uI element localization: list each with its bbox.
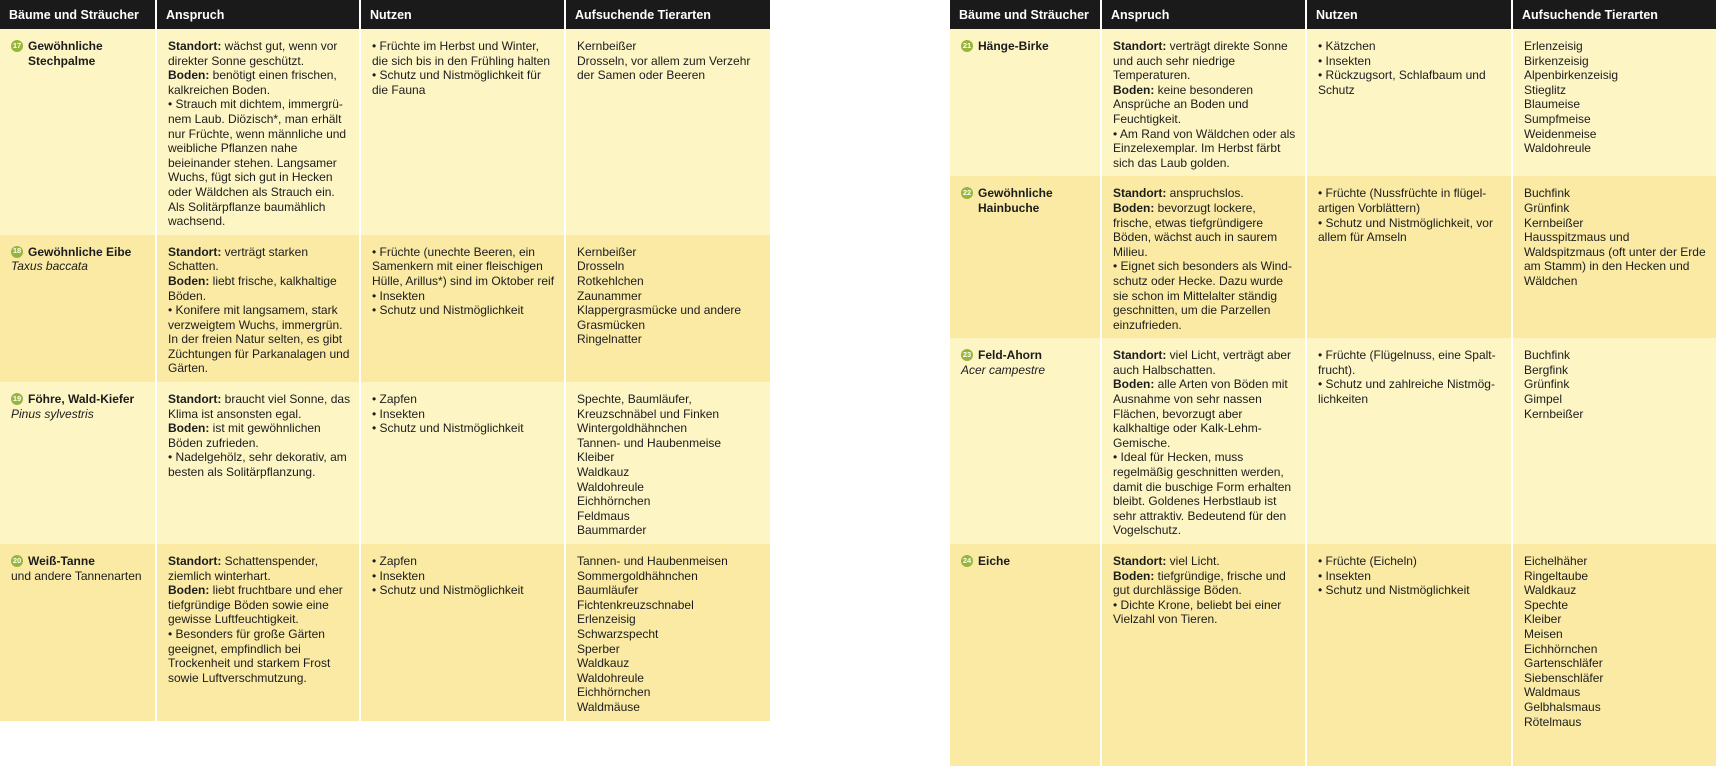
standort-value: Schattenspender, ziemlich winterhart. xyxy=(168,554,319,583)
claim-cell xyxy=(1101,544,1306,766)
animals-cell xyxy=(565,382,770,544)
standort-label: Standort: xyxy=(1113,554,1167,568)
standort-text xyxy=(168,245,351,274)
claim-cell xyxy=(1101,338,1306,544)
use-item: • Rückzugsort, Schlafbaum und Schutz xyxy=(1318,68,1486,97)
claim-cell xyxy=(1101,29,1306,176)
animal-item: Spechte, Baumläufer, Kreuzschnäbel und Finken xyxy=(577,392,720,421)
animal-item: Erlenzeisig xyxy=(1524,39,1583,53)
header-animals: Aufsuchende Tierarten xyxy=(1512,0,1716,29)
table-header-row xyxy=(0,0,770,29)
animal-item: Stieglitz xyxy=(1524,82,1567,97)
plant-cell xyxy=(0,544,156,721)
boden-label: Boden: xyxy=(1113,200,1155,215)
use-item: • Früchte (Flügelnuss, eine Spaltfrucht). xyxy=(1318,348,1496,377)
animal-item: Ringelnatter xyxy=(577,332,642,347)
header-animals: Aufsuchende Tierarten xyxy=(565,0,770,29)
table-row xyxy=(950,176,1716,338)
boden-text xyxy=(168,421,351,450)
header-plant: Bäume und Sträucher xyxy=(0,0,156,29)
animals-cell xyxy=(565,235,770,382)
standort-value: verträgt starken Schatten. xyxy=(168,244,309,274)
plant-number-badge: 17 xyxy=(11,40,23,52)
use-item: • Insekten xyxy=(1318,568,1371,583)
animal-item: Zaunammer xyxy=(577,288,642,303)
table-row xyxy=(950,29,1716,176)
animal-item: Kernbeißer xyxy=(577,39,637,53)
use-item: • Insekten xyxy=(372,288,425,303)
standort-text xyxy=(168,39,351,68)
animal-item: Waldohreule xyxy=(577,479,644,494)
boden-value: tiefgründige, frische und gut durchlässige Böden. xyxy=(1113,568,1286,598)
standort-value: verträgt direkte Sonne und auch sehr niedrige Temperaturen. xyxy=(1113,39,1288,83)
use-item: • Zapfen xyxy=(372,554,417,568)
standort-label: Standort: xyxy=(1113,39,1167,53)
claim-note: • Am Rand von Wäldchen oder als Einzelexemplar. Im Herbst färbt sich das Laub golden. xyxy=(1113,126,1296,170)
plant-name: Eiche xyxy=(978,554,1011,568)
table-header-row xyxy=(950,0,1716,29)
animal-item: Gartenschläfer xyxy=(1524,656,1603,671)
boden-text xyxy=(1113,569,1297,598)
animal-item: Kernbeißer xyxy=(1524,215,1584,230)
boden-label: Boden: xyxy=(1113,377,1155,392)
standort-label: Standort: xyxy=(168,39,222,53)
claim-note: • Nadelgehölz, sehr dekorativ, am besten als Solitärpflanzung. xyxy=(168,450,347,480)
table-row xyxy=(0,29,770,235)
table-row xyxy=(950,338,1716,544)
standort-label: Standort: xyxy=(168,554,222,568)
plant-number-badge: 18 xyxy=(11,246,23,258)
animal-item: Schwarzspecht xyxy=(577,626,659,641)
animal-item: Ringeltaube xyxy=(1524,568,1589,583)
use-cell xyxy=(1306,544,1512,766)
plant-number-badge: 19 xyxy=(11,393,23,405)
animal-item: Kleiber xyxy=(1524,612,1562,627)
plant-name: Föhre, Wald-Kiefer xyxy=(28,392,135,407)
plant-name: Feld-Ahorn xyxy=(978,348,1042,363)
use-item: • Insekten xyxy=(1318,53,1371,68)
animal-item: Blaumeise xyxy=(1524,97,1581,112)
header-use: Nutzen xyxy=(360,0,565,29)
boden-value: ist mit gewöhnlichen Böden zufrieden. xyxy=(168,421,321,450)
animal-item: Siebenschläfer xyxy=(1524,670,1604,685)
use-item: • Schutz und Nistmöglichkeit xyxy=(372,583,524,598)
claim-note: • Ideal für Hecken, muss regelmäßig geschnitten werden, damit die buschige Form erhalten bleibt. Goldenes Herbstlaub ist sehr attraktiv. Bedeutend für den Vogelschutz. xyxy=(1113,450,1292,538)
use-item: • Früchte (Eicheln) xyxy=(1318,554,1417,568)
animal-item: Eichhörnchen xyxy=(577,494,651,509)
plant-name: Hänge-Birke xyxy=(978,39,1049,53)
header-claim: Anspruch xyxy=(1101,0,1306,29)
animal-item: Waldmäuse xyxy=(577,699,640,714)
claim-note: • Dichte Krone, beliebt bei einer Vielzahl von Tieren. xyxy=(1113,597,1282,627)
claim-cell xyxy=(156,544,360,721)
use-item: • Zapfen xyxy=(372,392,417,407)
right-table-panel xyxy=(950,0,1716,729)
standort-label: Standort: xyxy=(168,244,222,259)
animal-item: Grünfink xyxy=(1524,377,1570,392)
plant-title xyxy=(11,39,147,68)
plant-name: Gewöhnliche Hainbuche xyxy=(978,186,1053,215)
standort-value: viel Licht. xyxy=(1166,554,1220,568)
animal-item: Meisen xyxy=(1524,626,1563,641)
claim-note: • Eignet sich besonders als Windschutz oder Hecke. Dazu wurde sie schon im Mittelalter ständig geschnitten, um die Parzellen einzufrieden. xyxy=(1113,259,1292,332)
use-item: • Schutz und Nistmöglichkeit xyxy=(372,421,524,436)
plant-cell xyxy=(950,338,1101,544)
animal-item: Drosseln xyxy=(577,259,625,274)
standort-label: Standort: xyxy=(1113,348,1167,363)
claim-note: • Strauch mit dichtem, immergrünem Laub. Diözisch*, man erhält nur Früchte, wenn männliche und weibliche Pflanzen nahe beieinander stehen. Langsamer Wuchs, fügt sich gut in Hecken oder Wäldchen als Strauch ein. Als Solitärpflanze baumählich wachsend. xyxy=(168,97,347,229)
plant-title xyxy=(11,554,147,569)
plant-table-right xyxy=(950,0,1716,766)
animal-item: Gimpel xyxy=(1524,392,1563,407)
claim-note: • Besonders für große Gärten geeignet, empfindlich bei Trockenheit und starkem Frost sowie Luftverschmutzung. xyxy=(168,626,331,685)
animal-item: Drosseln, vor allem zum Verzehr der Samen oder Beeren xyxy=(577,53,751,83)
plant-latin-name: Pinus sylvestris xyxy=(11,406,94,421)
boden-value: keine besonderen Ansprüche an Boden und Feuchtigkeit. xyxy=(1113,82,1254,126)
plant-cell xyxy=(0,29,156,235)
plant-latin-name: Acer campestre xyxy=(961,362,1046,377)
plant-table-left xyxy=(0,0,770,721)
standort-text xyxy=(1113,39,1297,83)
left-table-panel xyxy=(0,0,770,714)
use-cell xyxy=(360,29,565,235)
boden-label: Boden: xyxy=(168,68,210,83)
use-cell xyxy=(360,382,565,544)
header-claim: Anspruch xyxy=(156,0,360,29)
use-item: • Früchte (unechte Beeren, ein Samenkern mit einer fleischigen Hülle, Arillus*) sind im Oktober reif xyxy=(372,244,555,288)
animals-cell xyxy=(565,29,770,235)
animal-item: Tannen- und Haubenmeise xyxy=(577,435,722,450)
plant-number-badge: 21 xyxy=(961,40,973,52)
plant-latin-name: Taxus baccata xyxy=(11,259,88,274)
use-cell xyxy=(1306,29,1512,176)
plant-number-badge: 22 xyxy=(961,187,973,199)
animal-item: Sperber xyxy=(577,641,620,656)
standort-label: Standort: xyxy=(1113,186,1167,201)
header-use: Nutzen xyxy=(1306,0,1512,29)
animal-item: Waldohreule xyxy=(577,670,644,685)
boden-text xyxy=(1113,83,1297,127)
standort-value: braucht viel Sonne, das Klima ist ansonsten egal. xyxy=(168,392,351,421)
standort-text xyxy=(168,554,351,583)
plant-cell xyxy=(950,176,1101,338)
standort-text xyxy=(1113,186,1297,201)
animal-item: Kleiber xyxy=(577,450,615,465)
animals-cell xyxy=(565,544,770,721)
plant-cell xyxy=(0,382,156,544)
animals-cell xyxy=(1512,338,1716,544)
use-cell xyxy=(360,544,565,721)
claim-note: • Konifere mit langsamem, stark verzweigtem Wuchs, immergrün. In der freien Natur selten, es gibt Züchtungen für Parkanalagen und Gärten. xyxy=(168,303,350,376)
boden-label: Boden: xyxy=(168,583,210,598)
use-cell xyxy=(1306,176,1512,338)
boden-text xyxy=(168,68,351,97)
animal-item: Eichhörnchen xyxy=(1524,641,1598,656)
use-item: • Schutz und Nistmöglichkeit xyxy=(1318,583,1470,598)
animal-item: Wintergoldhähnchen xyxy=(577,421,688,436)
plant-title xyxy=(11,245,147,260)
animal-item: Waldkauz xyxy=(577,656,630,671)
animal-item: Waldkauz xyxy=(577,465,630,480)
animals-cell xyxy=(1512,544,1716,766)
animal-item: Erlenzeisig xyxy=(577,612,636,627)
use-item: • Schutz und Nistmöglichkeit, vor allem für Amseln xyxy=(1318,215,1493,245)
use-cell xyxy=(360,235,565,382)
animal-item: Sommergoldhähnchen xyxy=(577,568,698,583)
standort-text xyxy=(168,392,351,421)
table-row xyxy=(950,544,1716,766)
plant-title xyxy=(961,39,1092,54)
use-item: • Früchte (Nussfrüchte in flügelartigen Vorblättern) xyxy=(1318,186,1487,215)
standort-text xyxy=(1113,554,1297,569)
boden-text xyxy=(1113,201,1297,259)
standort-text xyxy=(1113,348,1297,377)
animal-item: Waldkauz xyxy=(1524,583,1577,598)
animal-item: Baumläufer xyxy=(577,583,639,598)
boden-label: Boden: xyxy=(1113,82,1155,97)
animal-item: Weidenmeise xyxy=(1524,126,1597,141)
standort-value: viel Licht, verträgt aber auch Halbschatten. xyxy=(1113,348,1292,377)
plant-extra-text: und andere Tannenarten xyxy=(11,568,142,583)
animals-cell xyxy=(1512,29,1716,176)
animal-item: Hausspitzmaus und Waldspitzmaus (oft unter der Erde am Stamm) in den Hecken und Wäldchen xyxy=(1524,230,1706,288)
animal-item: Baummarder xyxy=(577,523,647,538)
animal-item: Waldohreule xyxy=(1524,141,1591,156)
table-row xyxy=(0,382,770,544)
claim-cell xyxy=(156,235,360,382)
plant-number-badge: 23 xyxy=(961,349,973,361)
claim-cell xyxy=(156,382,360,544)
animal-item: Fichtenkreuzschnabel xyxy=(577,597,694,612)
use-item: • Kätzchen xyxy=(1318,39,1376,53)
animal-item: Eichelhäher xyxy=(1524,554,1588,568)
table-row xyxy=(0,235,770,382)
boden-text xyxy=(168,583,351,627)
boden-value: liebt fruchtbare und eher tiefgründige Böden sowie eine gewisse Luftfeuchtigkeit. xyxy=(168,583,343,627)
animal-item: Alpenbirkenzeisig xyxy=(1524,68,1619,83)
animal-item: Bergfink xyxy=(1524,362,1569,377)
plant-title xyxy=(11,392,147,407)
boden-value: bevorzugt lockere, frische, etwas tiefgründigere Böden, wächst auch in saurem Milieu. xyxy=(1113,200,1278,259)
use-item: • Früchte im Herbst und Winter, die sich bis in den Frühling halten xyxy=(372,39,551,68)
plant-name: Gewöhnliche Eibe xyxy=(28,244,132,259)
use-cell xyxy=(1306,338,1512,544)
boden-value: alle Arten von Böden mit Ausnahme von sehr nassen Flächen, bevorzugt aber kalkhaltige oder Kalk-Lehm-Gemische. xyxy=(1113,377,1288,450)
animal-item: Buchfink xyxy=(1524,348,1571,363)
plant-cell xyxy=(0,235,156,382)
plant-title xyxy=(961,186,1092,215)
plant-name: Weiß-Tanne xyxy=(28,554,95,568)
animal-item: Spechte xyxy=(1524,597,1569,612)
animal-item: Kernbeißer xyxy=(577,244,637,259)
plant-number-badge: 20 xyxy=(11,555,23,567)
animal-item: Rotkehlchen xyxy=(577,273,644,288)
animal-item: Sumpfmeise xyxy=(1524,111,1591,126)
standort-value: anspruchslos. xyxy=(1166,186,1244,201)
boden-label: Boden: xyxy=(1113,568,1155,583)
use-item: • Schutz und Nistmöglichkeit für die Fauna xyxy=(372,68,541,97)
animal-item: Rötelmaus xyxy=(1524,714,1582,729)
plant-title xyxy=(961,554,1092,569)
header-plant: Bäume und Sträucher xyxy=(950,0,1101,29)
boden-value: benötigt einen frischen, kalkreichen Boden. xyxy=(168,68,337,97)
use-item: • Schutz und zahlreiche Nistmöglichkeiten xyxy=(1318,377,1495,407)
boden-label: Boden: xyxy=(168,273,210,288)
animal-item: Tannen- und Haubenmeisen xyxy=(577,554,728,568)
animal-item: Birkenzeisig xyxy=(1524,53,1589,68)
boden-text xyxy=(168,274,351,303)
boden-label: Boden: xyxy=(168,421,210,436)
boden-text xyxy=(1113,377,1297,450)
plant-cell xyxy=(950,544,1101,766)
use-item: • Schutz und Nistmöglichkeit xyxy=(372,303,524,318)
standort-value: wächst gut, wenn vor direkter Sonne geschützt. xyxy=(168,39,338,68)
plant-title xyxy=(961,348,1092,363)
use-item: • Insekten xyxy=(372,568,425,583)
animal-item: Klappergrasmücke und andere Grasmücken xyxy=(577,303,742,332)
animal-item: Kernbeißer xyxy=(1524,406,1584,421)
plant-cell xyxy=(950,29,1101,176)
animal-item: Buchfink xyxy=(1524,186,1571,201)
plant-number-badge: 24 xyxy=(961,555,973,567)
plant-name: Gewöhnliche Stechpalme xyxy=(28,39,103,68)
animals-cell xyxy=(1512,176,1716,338)
table-row xyxy=(0,544,770,721)
animal-item: Waldmaus xyxy=(1524,685,1581,700)
animal-item: Grünfink xyxy=(1524,200,1570,215)
boden-value: liebt frische, kalkhaltige Böden. xyxy=(168,273,337,303)
standort-label: Standort: xyxy=(168,392,222,407)
use-item: • Insekten xyxy=(372,406,425,421)
animal-item: Gelbhalsmaus xyxy=(1524,699,1601,714)
animal-item: Eichhörnchen xyxy=(577,685,651,700)
claim-cell xyxy=(1101,176,1306,338)
claim-cell xyxy=(156,29,360,235)
animal-item: Feldmaus xyxy=(577,508,630,523)
